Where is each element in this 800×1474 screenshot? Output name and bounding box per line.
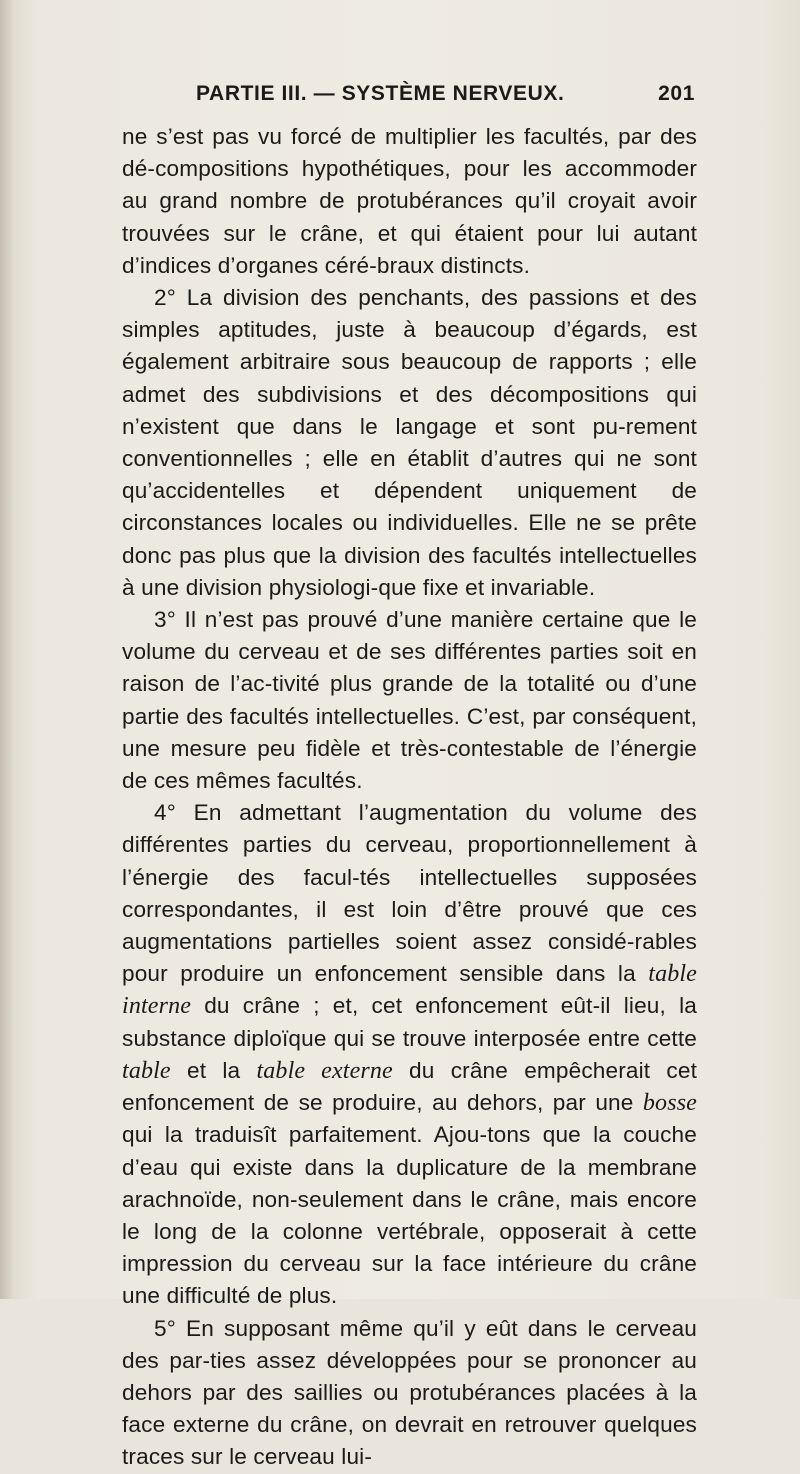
paragraph-4-part-5: qui la traduisît parfaitement. Ajou-tons que la couche d’eau qui existe dans la duplicature de la membrane arachnoïde, non-seulement dans le crâne, mais encore le long de la colonne vertébrale, opposerait à cette impression du cerveau sur la face intérieure du crâne une difficulté de plus.: [122, 1122, 697, 1309]
running-header: [122, 82, 695, 112]
paragraph-2: 2° La division des penchants, des passions et des simples aptitudes, juste à beaucoup d’égards, est également arbitraire sous beaucoup de rapports ; elle admet des subdivisions et des décompositions qui n’existent que dans le langage et sont pu-rement conventionnelles ; elle en établit d’autres qui ne sont qu’accidentelles et dépendent uniquement de circonstances locales ou individuelles. Elle ne se prête donc pas plus que la division des facultés intellectuelles à une division physiologi-que fixe et invariable.: [122, 285, 697, 600]
emphasis-table-externe: table externe: [256, 1057, 393, 1084]
paragraph-4-part-4: du crâne empêcherait cet enfoncement de se produire, au dehors, par une: [122, 1057, 698, 1116]
running-title: PARTIE III. — SYSTÈME NERVEUX.: [196, 82, 565, 105]
body-text: [122, 121, 697, 1474]
paragraph-4-part-2: du crâne ; et, cet enfoncement eût-il lieu, la substance diploïque qui se trouve interposée entre cette: [122, 993, 697, 1051]
emphasis-table-interne: table interne: [122, 961, 697, 1020]
paragraph-5: 5° En supposant même qu’il y eût dans le cerveau des par-ties assez développées pour se prononcer au dehors par des saillies ou protubérances placées à la face externe du crâne, on devrait en retrouver quelques traces sur le cerveau lui-: [122, 1315, 697, 1470]
emphasis-bosse: bosse: [642, 1090, 697, 1117]
paragraph-3: 3° Il n’est pas prouvé d’une manière certaine que le volume du cerveau et de ses différentes parties soit en raison de l’ac-tivité plus grande de la totalité ou d’une partie des facultés intellectuelles. C’est, par conséquent, une mesure peu fidèle et très-contestable de l’énergie de ces mêmes facultés.: [122, 607, 697, 794]
emphasis-table: table: [122, 1057, 171, 1084]
paragraph-4: [122, 797, 697, 1312]
paragraph-1: ne s’est pas vu forcé de multiplier les facultés, par des dé-compositions hypothétiques, pour les accommoder au grand nombre de protubérances qu’il croyait avoir trouvées sur le crâne, et qui étaient pour lui autant d’indices d’organes céré-braux distincts.: [122, 124, 697, 278]
page-number: 201: [658, 82, 695, 105]
binding-shadow: [0, 0, 14, 1299]
paragraph-4-part-1: 4° En admettant l’augmentation du volume des différentes parties du cerveau, proportionnellement à l’énergie des facul-tés intellectuelles supposées correspondantes, il est loin d’être prouvé que ces augmentations partielles soient assez considé-rables pour produire un enfoncement sensible dans la: [122, 800, 697, 987]
paragraph-4-part-3: et la: [170, 1057, 257, 1083]
